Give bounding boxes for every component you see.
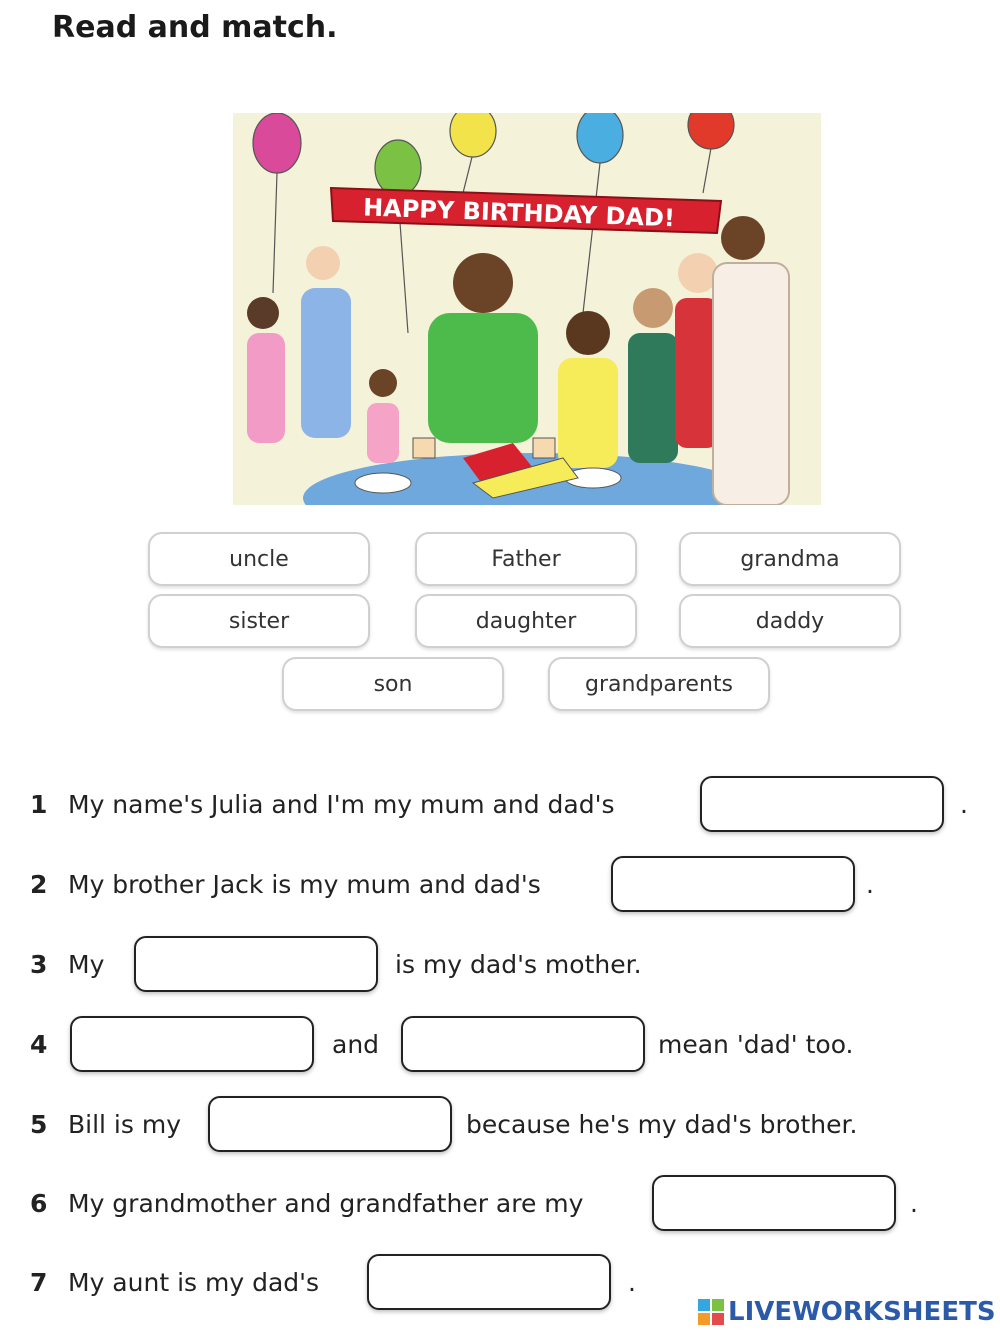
sentence-text-middle: and [332, 1030, 380, 1059]
sentence-number: 4 [30, 1030, 48, 1059]
sentence-1 [30, 776, 990, 836]
sentence-text-after: . [960, 790, 968, 819]
sentence-4 [30, 1016, 990, 1076]
sentence-text-before: My [68, 950, 105, 979]
sentence-number: 6 [30, 1189, 48, 1218]
sentence-text-after: mean 'dad' too. [658, 1030, 854, 1059]
sentence-2 [30, 856, 990, 916]
word-chip-father[interactable]: Father [415, 532, 637, 586]
answer-box-4b[interactable] [401, 1016, 645, 1072]
sentence-text-before: My grandmother and grandfather are my [68, 1189, 584, 1218]
word-chip-sister[interactable]: sister [148, 594, 370, 648]
sentence-6 [30, 1175, 990, 1235]
sentence-3 [30, 936, 990, 996]
page-title: Read and match. [52, 10, 338, 45]
liveworksheets-logo [698, 1296, 996, 1328]
answer-box-4a[interactable] [70, 1016, 314, 1072]
sentence-text-before: Bill is my [68, 1110, 182, 1139]
sentence-text-after: because he's my dad's brother. [466, 1110, 858, 1139]
sentence-number: 2 [30, 870, 48, 899]
birthday-party-illustration [233, 113, 821, 505]
sentence-text-after: . [910, 1189, 918, 1218]
sentence-number: 1 [30, 790, 48, 819]
word-chip-grandma[interactable]: grandma [679, 532, 901, 586]
answer-box-3[interactable] [134, 936, 378, 992]
liveworksheets-icon [698, 1299, 724, 1325]
word-chip-daughter[interactable]: daughter [415, 594, 637, 648]
answer-box-2[interactable] [611, 856, 855, 912]
sentence-text-before: My aunt is my dad's [68, 1268, 320, 1297]
sentence-number: 3 [30, 950, 48, 979]
word-chip-son[interactable]: son [282, 657, 504, 711]
sentence-5 [30, 1096, 990, 1156]
answer-box-1[interactable] [700, 776, 944, 832]
word-chip-grandparents[interactable]: grandparents [548, 657, 770, 711]
sentence-text-after: is my dad's mother. [395, 950, 642, 979]
answer-box-5[interactable] [208, 1096, 452, 1152]
sentence-number: 7 [30, 1268, 48, 1297]
sentence-text-before: My brother Jack is my mum and dad's [68, 870, 541, 899]
sentence-text-after: . [628, 1268, 636, 1297]
word-chip-uncle[interactable]: uncle [148, 532, 370, 586]
sentence-text-before: My name's Julia and I'm my mum and dad's [68, 790, 615, 819]
banner-text: HAPPY BIRTHDAY DAD! [362, 193, 676, 233]
answer-box-7[interactable] [367, 1254, 611, 1310]
answer-box-6[interactable] [652, 1175, 896, 1231]
word-chip-daddy[interactable]: daddy [679, 594, 901, 648]
sentence-number: 5 [30, 1110, 48, 1139]
sentence-text-after: . [866, 870, 874, 899]
brand-name: LIVEWORKSHEETS [728, 1297, 996, 1327]
